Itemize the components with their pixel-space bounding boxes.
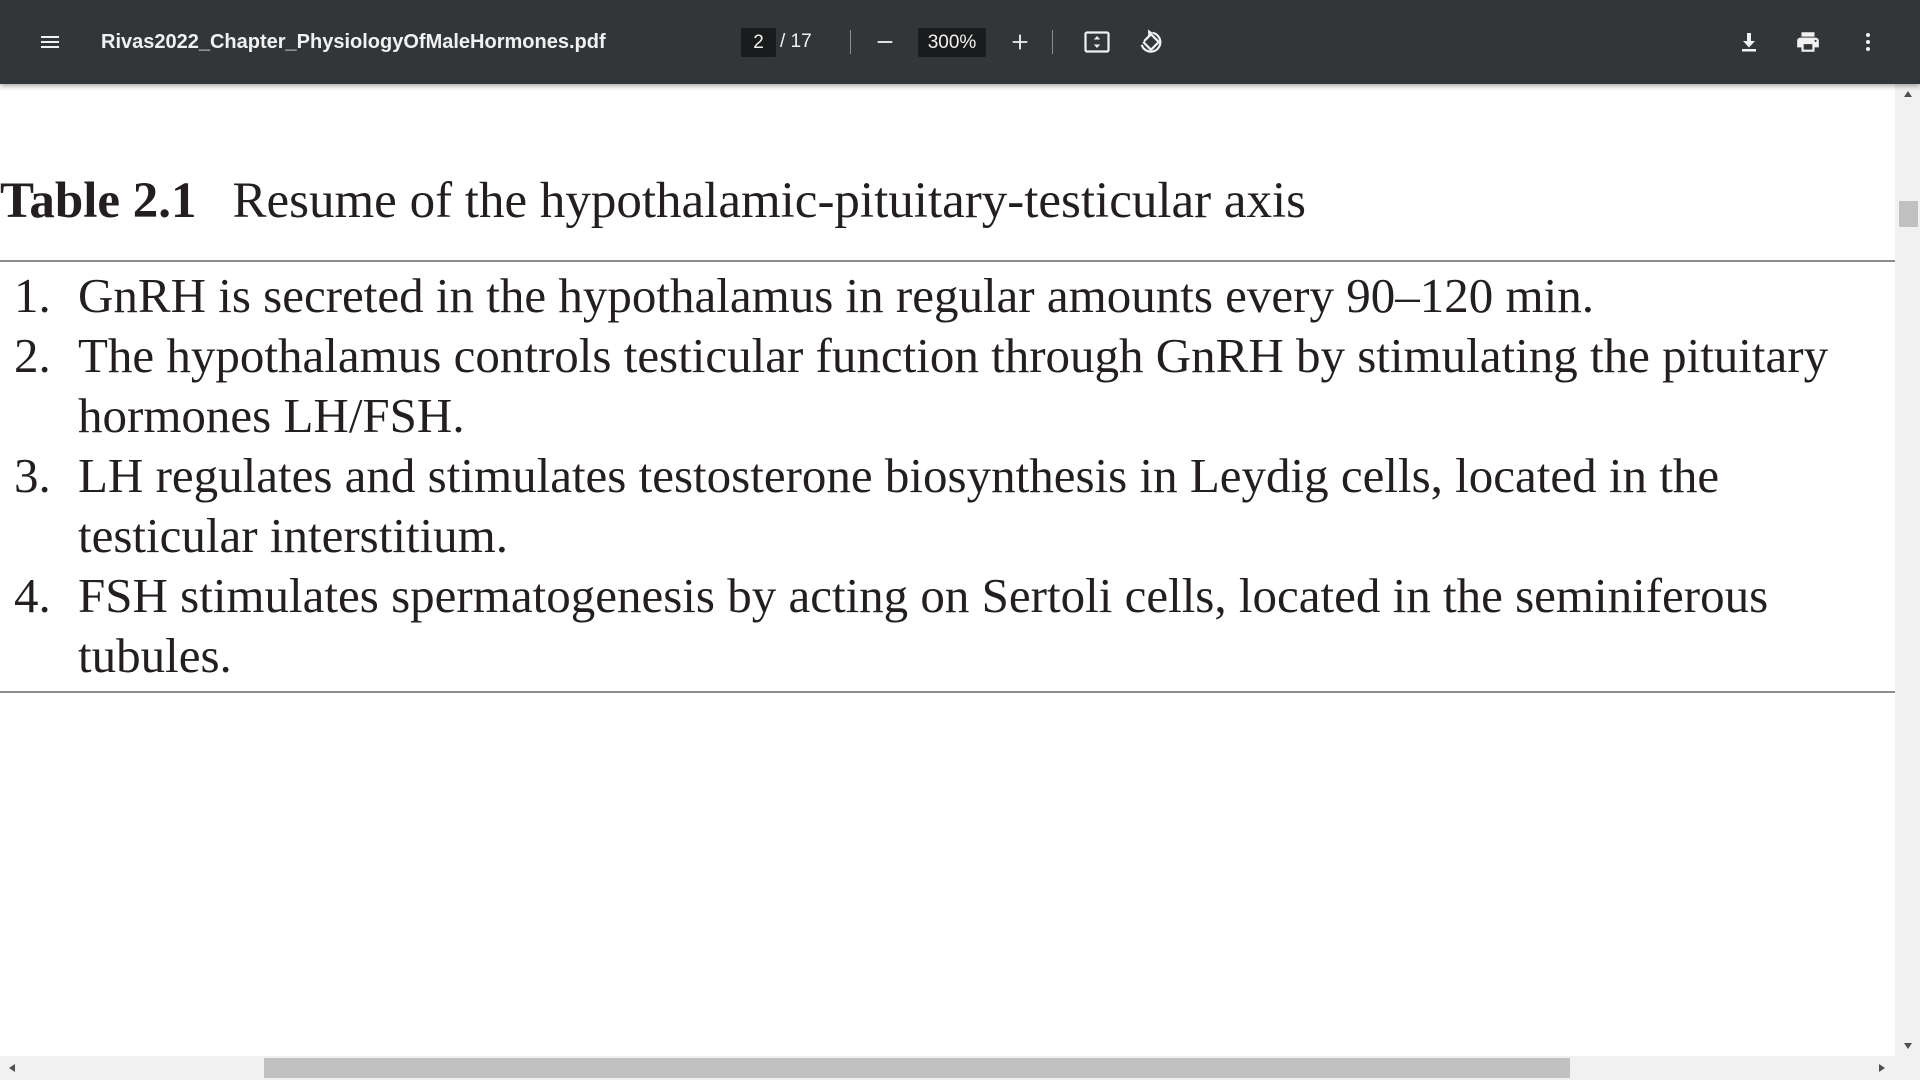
scroll-down-button[interactable] — [1895, 1036, 1920, 1056]
zoom-in-button[interactable] — [1000, 22, 1040, 62]
zoom-level-input[interactable] — [918, 28, 986, 57]
more-actions-button[interactable] — [1848, 22, 1888, 62]
row-text-line: GnRH is secreted in the hypothalamus in regular amounts every 90–120 min. — [78, 268, 1594, 323]
print-icon — [1795, 29, 1821, 55]
horizontal-scrollbar-thumb[interactable] — [264, 1058, 1570, 1078]
row-text-line: tubules. — [78, 628, 232, 683]
table-row — [0, 566, 1895, 686]
arrow-up-icon — [1903, 90, 1913, 98]
vertical-scrollbar[interactable] — [1895, 84, 1920, 1056]
download-button[interactable] — [1729, 22, 1769, 62]
table-label: Table 2.1 — [0, 173, 197, 229]
row-text-line: The hypothalamus controls testicular function through GnRH by stimulating the pituitary — [78, 328, 1829, 383]
table-top-rule — [0, 260, 1895, 262]
rotate-counterclockwise-icon — [1137, 28, 1165, 56]
toolbar-divider — [1052, 30, 1053, 54]
row-text-line: testicular interstitium. — [78, 508, 509, 563]
scroll-left-button[interactable] — [2, 1056, 22, 1080]
document-viewport[interactable] — [0, 84, 1895, 1056]
row-text-line: FSH stimulates spermatogenesis by acting on Sertoli cells, located in the seminiferous — [78, 568, 1769, 623]
row-number: 4. — [14, 568, 51, 623]
download-icon — [1737, 30, 1761, 54]
toolbar-divider — [850, 30, 851, 54]
table-bottom-rule — [0, 691, 1895, 693]
table-row — [0, 446, 1895, 566]
zoom-out-button[interactable] — [865, 22, 905, 62]
table-caption-text: Resume of the hypothalamic-pituitary-testicular axis — [232, 173, 1307, 229]
plus-icon — [1009, 31, 1031, 53]
row-text-line: hormones LH/FSH. — [78, 388, 465, 443]
table-list — [0, 266, 1895, 686]
row-number: 2. — [14, 328, 51, 383]
page-number-input[interactable] — [741, 28, 776, 57]
row-number: 3. — [14, 448, 51, 503]
arrow-right-icon — [1878, 1063, 1886, 1073]
fit-to-page-button[interactable] — [1077, 22, 1117, 62]
fit-to-page-icon — [1083, 28, 1111, 56]
pdf-toolbar — [0, 0, 1920, 84]
row-number: 1. — [14, 268, 51, 323]
hamburger-menu-icon — [38, 30, 62, 54]
scroll-up-button[interactable] — [1895, 84, 1920, 104]
print-button[interactable] — [1788, 22, 1828, 62]
arrow-down-icon — [1903, 1042, 1913, 1050]
table-caption — [0, 172, 1306, 230]
vertical-scrollbar-thumb[interactable] — [1899, 201, 1918, 227]
minus-icon — [874, 31, 896, 53]
scroll-right-button[interactable] — [1872, 1056, 1892, 1080]
pdf-page — [0, 84, 1895, 1056]
table-row — [0, 266, 1895, 326]
menu-button[interactable] — [30, 22, 70, 62]
arrow-left-icon — [8, 1063, 16, 1073]
more-vertical-icon — [1856, 30, 1880, 54]
page-total-label: / 17 — [780, 31, 812, 52]
document-title: Rivas2022_Chapter_PhysiologyOfMaleHormones.pdf — [101, 30, 606, 53]
horizontal-scrollbar[interactable] — [0, 1056, 1920, 1080]
table-row — [0, 326, 1895, 446]
row-text-line: LH regulates and stimulates testosterone biosynthesis in Leydig cells, located in the — [78, 448, 1720, 503]
rotate-button[interactable] — [1131, 22, 1171, 62]
